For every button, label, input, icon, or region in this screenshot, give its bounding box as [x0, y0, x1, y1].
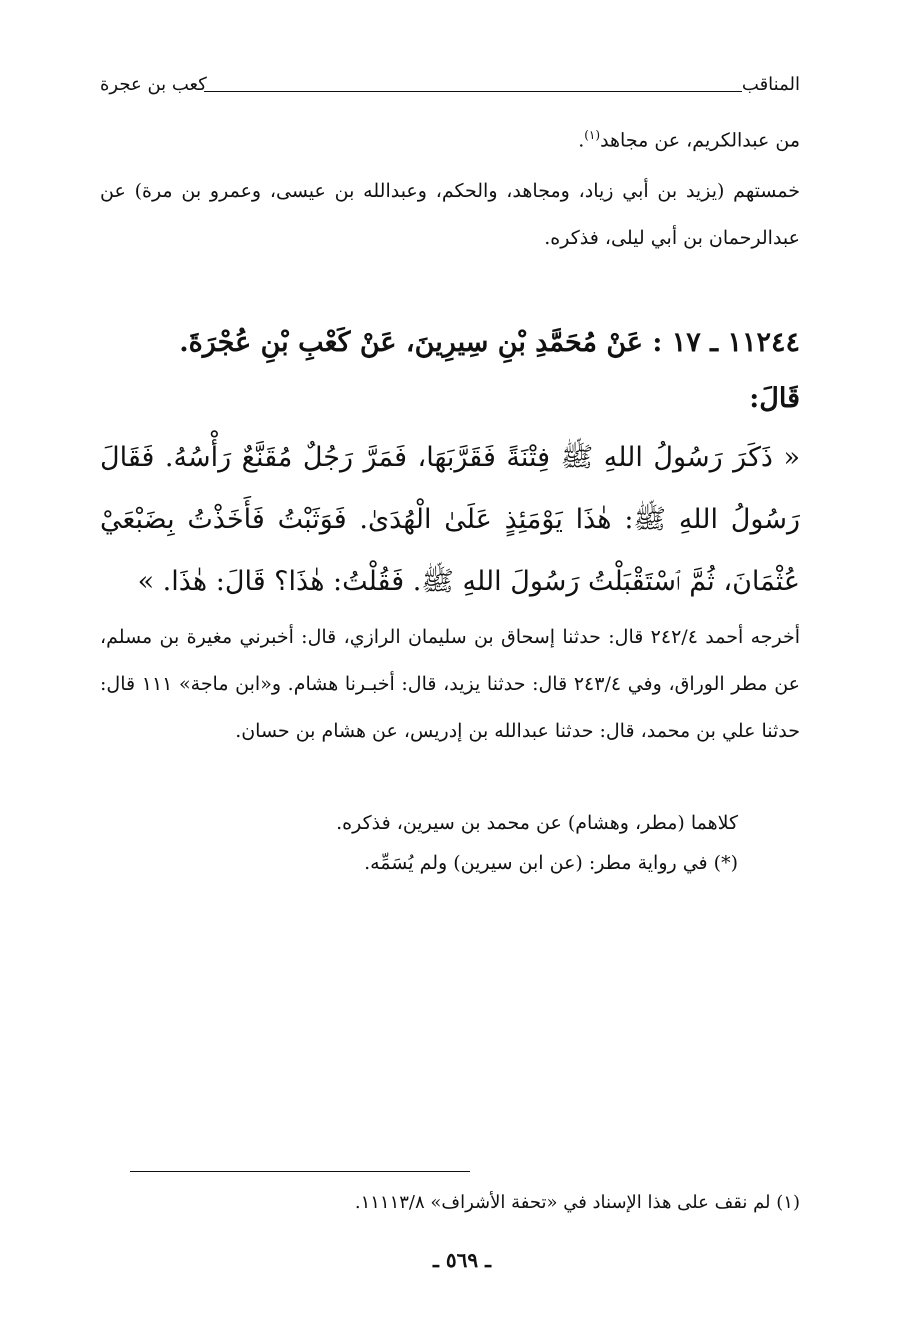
footnote-rule [130, 1171, 470, 1172]
header-chapter-title: كعب بن عجرة [100, 74, 207, 95]
running-header [100, 74, 800, 106]
hadith-text: « ذَكَرَ رَسُولُ اللهِ ﷺ فِتْنَةً فَقَرَّبَهَا، فَمَرَّ رَجُلٌ مُقَنَّعٌ رَأْسُهُ. فَقَالَ رَسُولُ اللهِ ﷺ: هٰذَا يَوْمَئِذٍ عَلَىٰ الْهُدَىٰ. فَوَثَبْتُ فَأَخَذْتُ بِضَبْعَيْ عُثْمَانَ، ثُمَّ ٱسْتَقْبَلْتُ رَسُولَ اللهِ ﷺ. فَقُلْتُ: هٰذَا؟ قَالَ: هٰذَا. » [100, 442, 800, 597]
footnote: (١) لم نقف على هذا الإسناد في «تحفة الأشراف» ١١١١٣/٨. [354, 1192, 800, 1213]
takhrij-note: (*) في رواية مطر: (عن ابن سيرين) ولم يُسَمِّه. [364, 852, 738, 874]
intro-text: من عبدالكريم، عن مجاهد [600, 129, 800, 152]
takhrij-line-2: كلاهما (مطر، وهشام) عن محمد بن سيرين، فذكره. [336, 812, 738, 834]
intro-paragraph: خمستهم (يزيد بن أبي زياد، ومجاهد، والحكم، وعبدالله بن عيسى، وعمرو بن مرة) عن عبدالرحمان بن أبي ليلى، فذكره. [100, 180, 800, 249]
header-rule [204, 91, 742, 92]
footnote-reference: (١) [584, 128, 601, 142]
intro-line [100, 112, 800, 164]
header-section-title: المناقب [741, 74, 800, 95]
hadith-heading: ١١٢٤٤ ـ ١٧ : عَنْ مُحَمَّدِ بْنِ سِيرِينَ، عَنْ كَعْبِ بْنِ عُجْرَةَ. [179, 327, 800, 358]
takhrij-paragraph: أخرجه أحمد ٢٤٢/٤ قال: حدثنا إسحاق بن سليمان الرازي، قال: أخبرني مغيرة بن مسلم، عن مطر الوراق، وفي ٢٤٣/٤ قال: حدثنا يزيد، قال: أخبـرنا هشام. و«ابن ماجة» ١١١ قال: حدثنا علي بن محمد، قال: حدثنا عبدالله بن إدريس، عن هشام بن حسان. [100, 626, 801, 742]
hadith-qal: قَالَ: [749, 383, 800, 414]
intro-text-end: . [578, 129, 585, 152]
page-number: ـ ٥٦٩ ـ [433, 1248, 491, 1272]
